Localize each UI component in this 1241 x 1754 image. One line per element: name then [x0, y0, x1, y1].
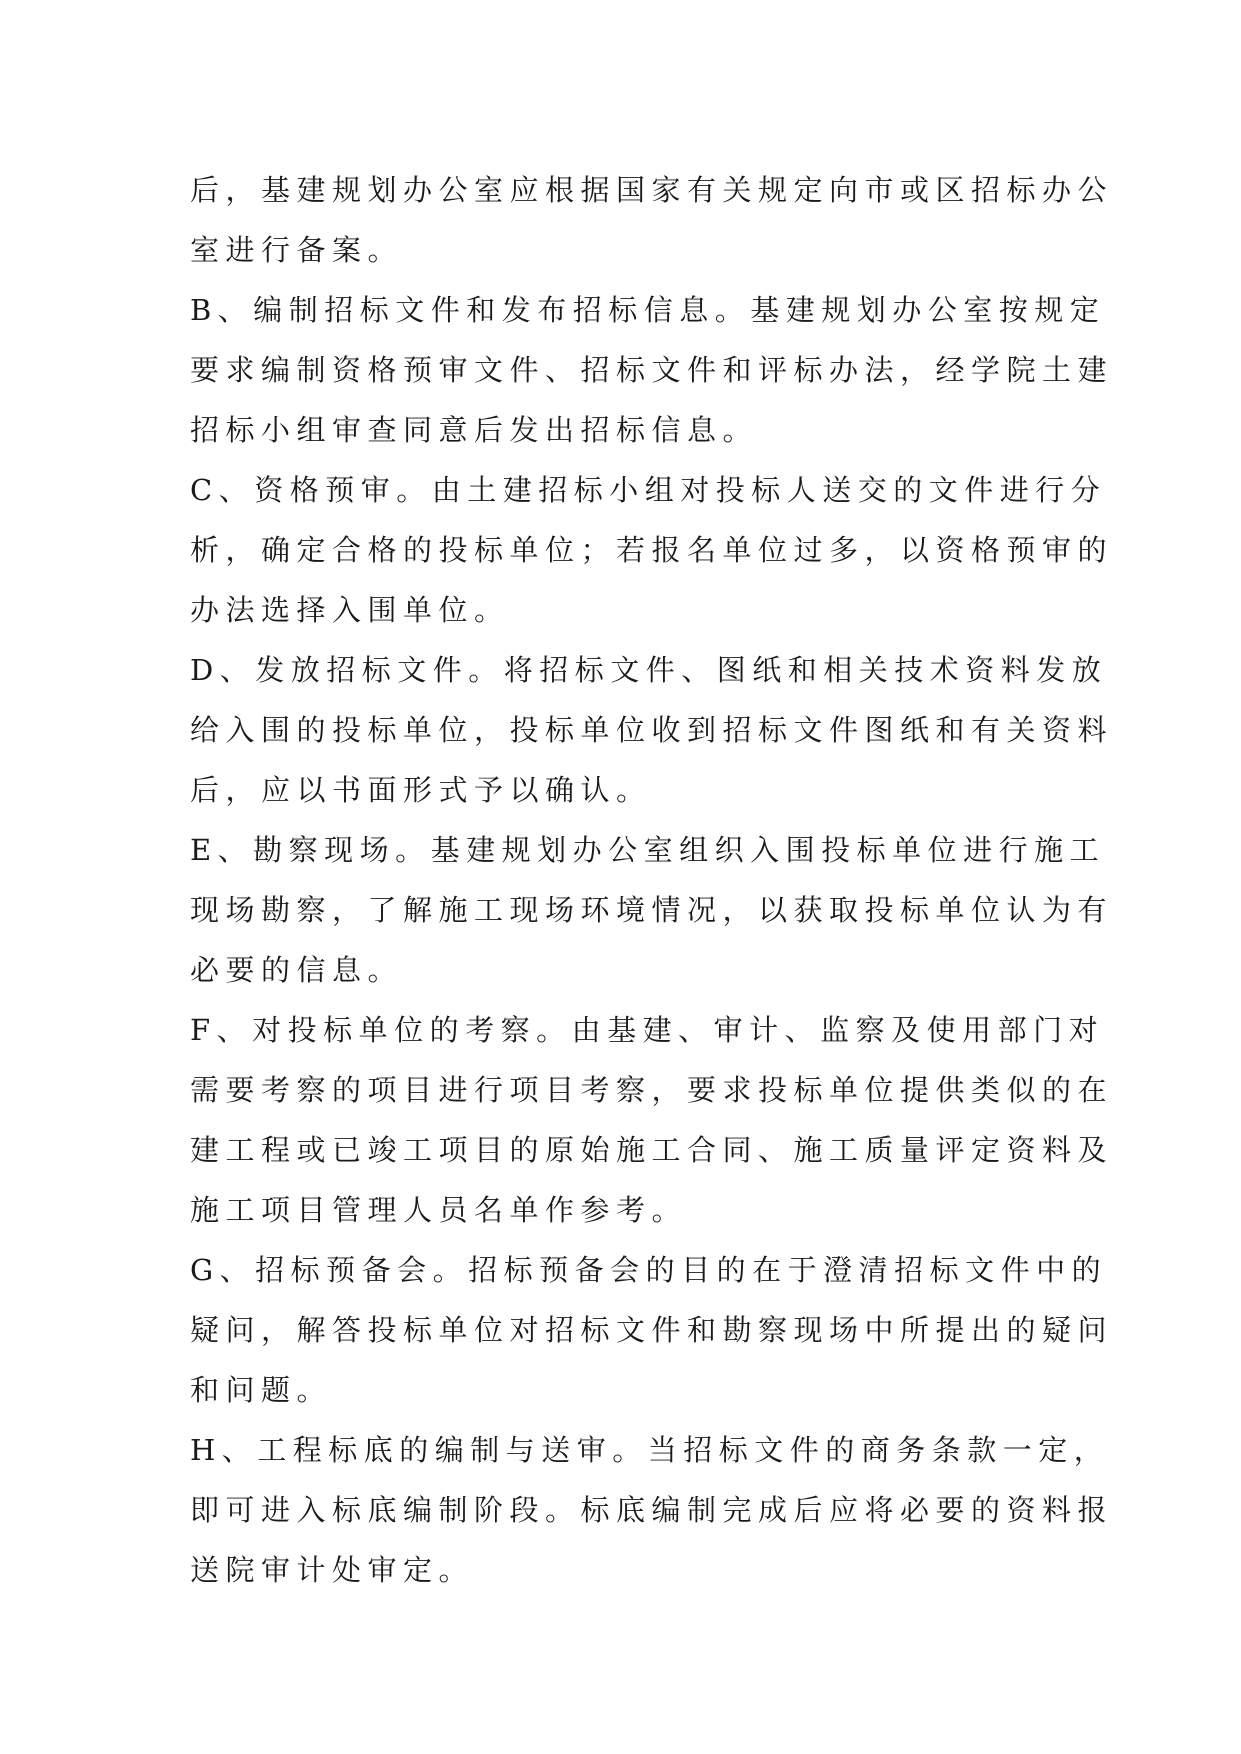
text-line: G、招标预备会。招标预备会的目的在于澄清招标文件中的 [190, 1253, 1108, 1287]
text-line: H、工程标底的编制与送审。当招标文件的商务条款一定， [190, 1433, 1110, 1467]
text-line: 和问题。 [190, 1373, 333, 1407]
paragraph-c [190, 460, 1114, 640]
text-line: F、对投标单位的考察。由基建、审计、监察及使用部门对 [190, 1013, 1105, 1047]
text-line: 给入围的投标单位，投标单位收到招标文件图纸和有关资料 [190, 713, 1114, 747]
paragraph-continuation [190, 160, 1114, 280]
text-line: 办法选择入围单位。 [190, 593, 510, 627]
text-line: 即可进入标底编制阶段。标底编制完成后应将必要的资料报 [190, 1493, 1114, 1527]
text-line: 需要考察的项目进行项目考察，要求投标单位提供类似的在 [190, 1073, 1114, 1107]
text-line: 现场勘察，了解施工现场环境情况，以获取投标单位认为有 [190, 893, 1114, 927]
text-line: 疑问，解答投标单位对招标文件和勘察现场中所提出的疑问 [190, 1313, 1114, 1347]
text-line: 送院审计处审定。 [190, 1553, 475, 1587]
text-line: 招标小组审查同意后发出招标信息。 [190, 413, 759, 447]
text-line: 建工程或已竣工项目的原始施工合同、施工质量评定资料及 [190, 1133, 1114, 1167]
text-line: C、资格预审。由土建招标小组对投标人送交的文件进行分 [190, 473, 1107, 507]
document-body [190, 160, 1114, 1600]
paragraph-h [190, 1420, 1114, 1600]
text-line: 要求编制资格预审文件、招标文件和评标办法，经学院土建 [190, 353, 1114, 387]
text-line: 后，应以书面形式予以确认。 [190, 773, 652, 807]
paragraph-d [190, 640, 1114, 820]
text-line: E、勘察现场。基建规划办公室组织入围投标单位进行施工 [190, 833, 1106, 867]
text-line: 后，基建规划办公室应根据国家有关规定向市或区招标办公 [190, 173, 1114, 207]
text-line: D、发放招标文件。将招标文件、图纸和相关技术资料发放 [190, 653, 1108, 687]
text-line: 室进行备案。 [190, 233, 404, 267]
text-line: B、编制招标文件和发布招标信息。基建规划办公室按规定 [190, 293, 1106, 327]
paragraph-f [190, 1000, 1114, 1240]
text-line: 施工项目管理人员名单作参考。 [190, 1193, 688, 1227]
paragraph-b [190, 280, 1114, 460]
paragraph-g [190, 1240, 1114, 1420]
text-line: 析，确定合格的投标单位；若报名单位过多，以资格预审的 [190, 533, 1114, 567]
text-line: 必要的信息。 [190, 953, 404, 987]
paragraph-e [190, 820, 1114, 1000]
